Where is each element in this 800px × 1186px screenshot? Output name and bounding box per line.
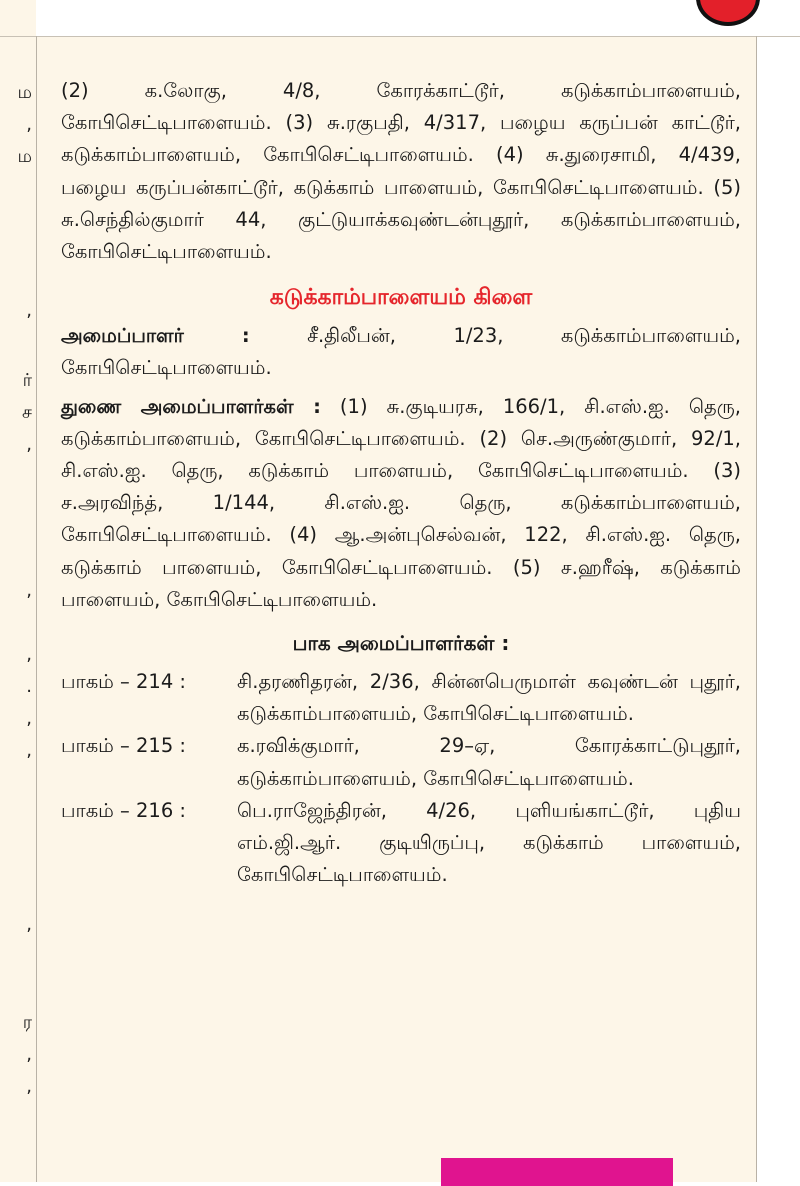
left-column-char: , xyxy=(26,434,32,455)
left-column-char: , xyxy=(26,114,32,135)
booth-text: சி.தரணிதரன், 2/36, சின்னபெருமாள் கவுண்டன் புதூர், கடுக்காம்பாளையம், கோபிசெட்டிபாளையம். xyxy=(237,670,741,726)
booth-text: பெ.ராஜேந்திரன், 4/26, புளியங்காட்டூர், புதிய எம்.ஜி.ஆர். குடியிருப்பு, கடுக்காம் பாளையம், கோபிசெட்டிபாளையம். xyxy=(237,798,741,887)
organizer-paragraph xyxy=(61,320,741,384)
left-column-char: , xyxy=(26,740,32,761)
booth-title: பாக அமைப்பாளர்கள் : xyxy=(292,631,510,656)
intro-paragraph: (2) க.லோகு, 4/8, கோரக்காட்டூர், கடுக்காம்பாளையம், கோபிசெட்டிபாளையம். (3) சு.ரகுபதி, 4/317, பழைய கருப்பன் காட்டூர், கடுக்காம்பாளையம், கோபிசெட்டிபாளையம். (4) சு.துரைசாமி, 4/439, பழைய கருப்பன்காட்டூர், கடுக்காம் பாளையம், கோபிசெட்டிபாளையம். (5) சு.செந்தில்குமார் 44, குட்டுயாக்கவுண்டன்புதூர், கடுக்காம்பாளையம், கோபிசெட்டிபாளையம். xyxy=(61,79,741,264)
deputy-role: துணை அமைப்பாளர்கள் : xyxy=(61,394,321,418)
left-column-char: , xyxy=(26,300,32,321)
booth-row xyxy=(61,666,741,730)
left-column-char: ச xyxy=(22,402,32,423)
booth-row xyxy=(61,730,741,794)
booth-label: பாகம் – 216 : xyxy=(61,798,186,822)
article-content xyxy=(61,75,741,891)
booth-label: பாகம் – 215 : xyxy=(61,734,186,758)
section-title: கடுக்காம்பாளையம் கிளை xyxy=(269,285,533,311)
left-column-char: ம xyxy=(17,146,32,167)
left-column-char: , xyxy=(26,708,32,729)
organizer-role: அமைப்பாளர் : xyxy=(61,324,250,348)
left-column-char: , xyxy=(26,1044,32,1065)
left-column-char: . xyxy=(26,676,32,697)
booth-label: பாகம் – 214 : xyxy=(61,670,186,694)
left-column-char: ர் xyxy=(22,370,32,391)
deputy-paragraph xyxy=(61,391,741,616)
article-column xyxy=(37,37,756,1182)
booth-row xyxy=(61,795,741,892)
red-badge-icon xyxy=(696,0,760,26)
left-column-char: , xyxy=(26,580,32,601)
left-column-fragment xyxy=(0,0,36,1182)
left-column-char: , xyxy=(26,914,32,935)
left-column-char: , xyxy=(26,1076,32,1097)
booth-text: க.ரவிக்குமார், 29–ஏ, கோரக்காட்டுபுதூர், கடுக்காம்பாளையம், கோபிசெட்டிபாளையம். xyxy=(237,734,741,790)
left-column-char: ர xyxy=(22,1012,32,1033)
left-column-char: , xyxy=(26,644,32,665)
left-column-char: ம xyxy=(17,82,32,103)
deputy-text: (1) சு.குடியரசு, 166/1, சி.எஸ்.ஐ. தெரு, கடுக்காம்பாளையம், கோபிசெட்டிபாளையம். (2) செ.அருண்குமார், 92/1, சி.எஸ்.ஐ. தெரு, கடுக்காம் பாளையம், கோபிசெட்டிபாளையம். (3) ச.அரவிந்த், 1/144, சி.எஸ்.ஐ. தெரு, கடுக்காம்பாளையம், கோபிசெட்டிபாளையம். (4) ஆ.அன்புசெல்வன், 122, சி.எஸ்.ஐ. தெரு, கடுக்காம் பாளையம், கோபிசெட்டிபாளையம். (5) ச.ஹரீஷ், கடுக்காம் பாளையம், கோபிசெட்டிபாளையம். xyxy=(61,394,741,611)
column-divider-right xyxy=(756,36,757,1182)
organizer-text: சீ.திலீபன், 1/23, கடுக்காம்பாளையம், கோபிசெட்டிபாளையம். xyxy=(61,324,741,380)
